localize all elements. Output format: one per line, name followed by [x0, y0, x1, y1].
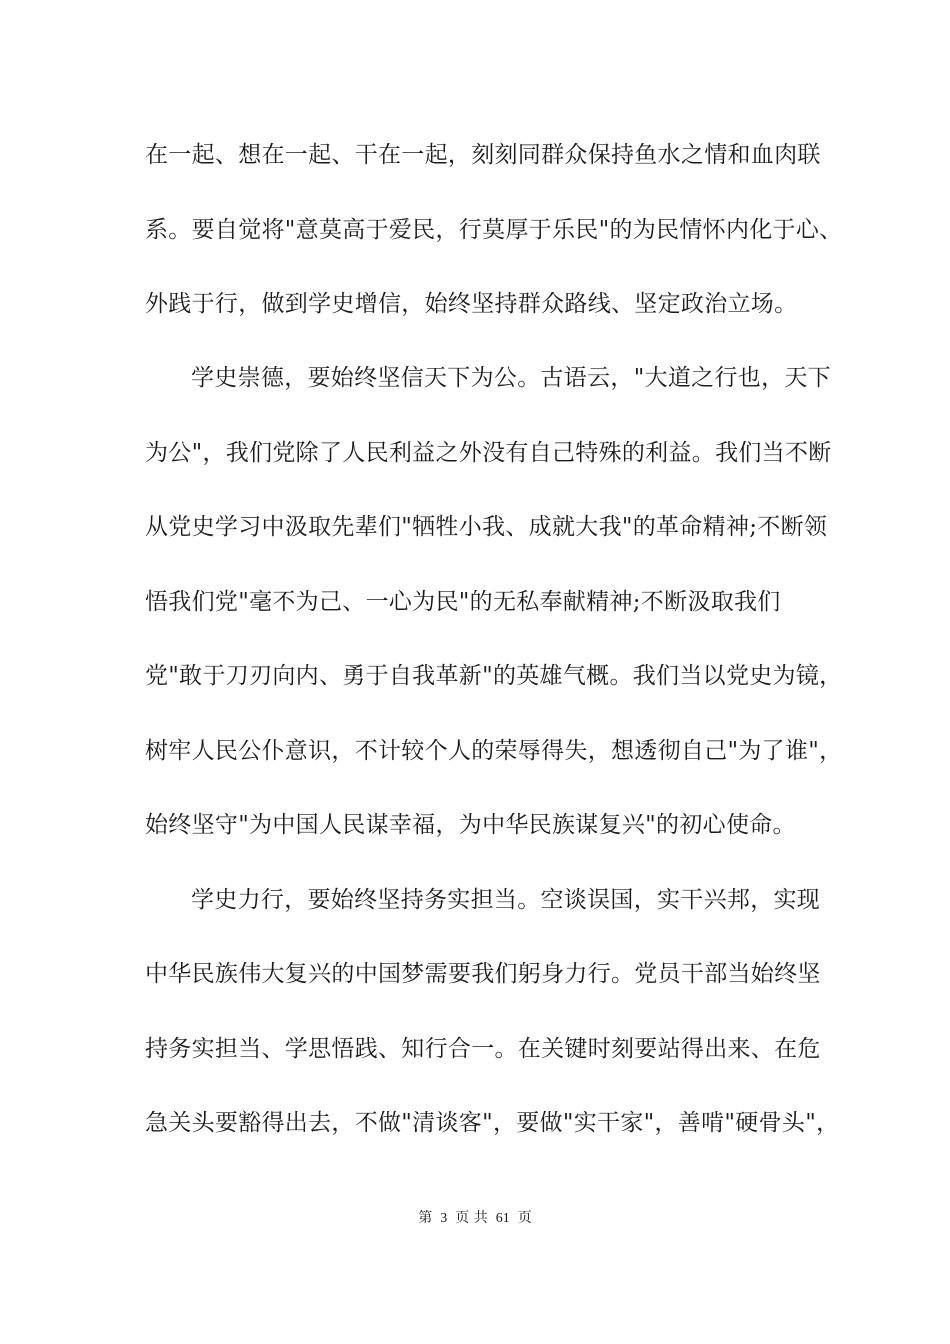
- current-page-number: 3: [440, 1211, 448, 1226]
- body-line-3: 外践于行，做到学史增信，始终坚持群众路线、坚定政治立场。: [145, 291, 798, 317]
- body-line-6: 从党史学习中汲取先辈们"牺牲小我、成就大我"的革命精神;不断领: [145, 514, 828, 540]
- body-line-13: 持务实担当、学思悟践、知行合一。在关键时刻要站得出来、在危: [145, 1036, 821, 1062]
- body-line-11: 学史力行，要始终坚持务实担当。空谈误国，实干兴邦，实现: [191, 887, 821, 913]
- body-line-2: 系。要自觉将"意莫高于爱民，行莫厚于乐民"的为民情怀内化于心、: [145, 217, 843, 243]
- body-line-7: 悟我们党"毫不为己、一心为民"的无私奉献精神;不断汲取我们: [145, 589, 781, 615]
- total-pages-number: 61: [495, 1211, 510, 1226]
- footer-suffix: 页: [517, 1210, 532, 1226]
- body-line-10: 始终坚守"为中国人民谋幸福，为中华民族谋复兴"的初心使命。: [145, 812, 796, 838]
- body-line-4: 学史崇德，要始终坚信天下为公。古语云，"大道之行也，天下: [191, 365, 831, 391]
- body-line-9: 树牢人民公仆意识，不计较个人的荣辱得失，想透彻自己"为了谁"，: [145, 738, 843, 764]
- body-line-5: 为公"，我们党除了人民利益之外没有自己特殊的利益。我们当不断: [145, 440, 832, 466]
- body-line-14: 急关头要豁得出去，不做"清谈客"，要做"实干家"，善啃"硬骨头"，: [145, 1110, 840, 1136]
- body-line-1: 在一起、想在一起、干在一起，刻刻同群众保持鱼水之情和血肉联: [145, 142, 821, 168]
- body-line-12: 中华民族伟大复兴的中国梦需要我们躬身力行。党员干部当始终坚: [145, 961, 821, 987]
- footer-mid: 页 共: [455, 1210, 488, 1226]
- body-line-8: 党"敢于刀刃向内、勇于自我革新"的英雄气概。我们当以党史为镜，: [145, 663, 843, 689]
- footer-prefix: 第: [418, 1210, 433, 1226]
- page-footer: [0, 1209, 950, 1228]
